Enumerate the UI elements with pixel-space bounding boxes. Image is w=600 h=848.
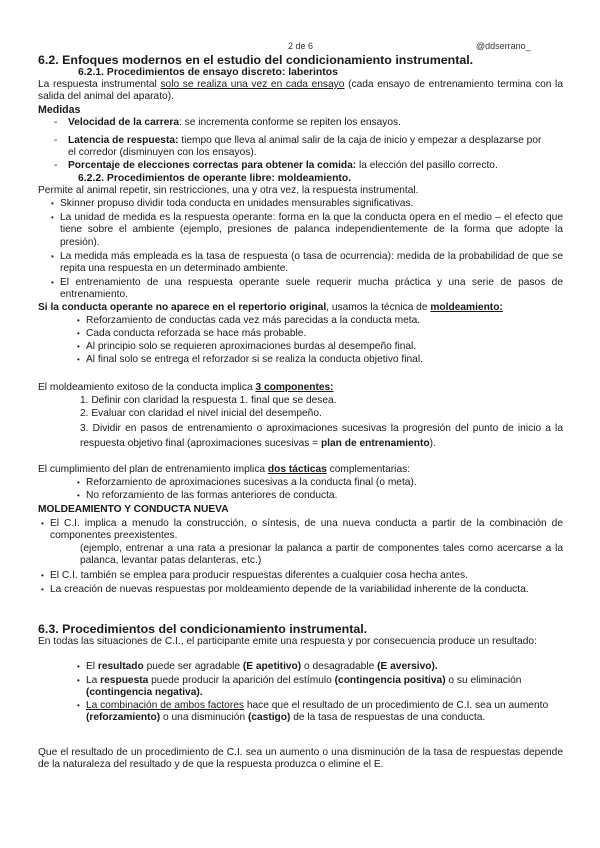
list-item: • El resultado puede ser agradable (E apetitivo) o desagradable (E aversivo).: [77, 661, 438, 672]
paragraph-tacticas: El cumplimiento del plan de entrenamiento implica dos tácticas complementarias:: [38, 464, 411, 475]
measure-item: - Velocidad de la carrera: se incrementa conforme se repiten los ensayos.: [54, 117, 401, 128]
list-item: • Reforzamiento de conductas cada vez más parecidas a la conducta meta.: [77, 315, 421, 326]
list-item: • La combinación de ambos factores hace que el resultado de un procedimiento de C.I. sea un aumento (reforzamiento) o una disminución (castigo) de la tasa de respuestas de una conducta.: [77, 700, 549, 724]
paragraph-conclusion: Que el resultado de un procedimiento de C.I. sea un aumento o una disminución de la tasa de respuestas depende de la naturaleza del resultado y de que la respuesta produzca o elimine el E.: [38, 747, 563, 771]
page-number: 2 de 6: [288, 41, 314, 51]
list-item: • La creación de nuevas respuestas por moldeamiento depende de la variabilidad inherente de la conducta.: [41, 584, 529, 595]
component-item: 1. Definir con claridad la respuesta 1. final que se desea.: [80, 395, 337, 406]
section-title-6-2: 6.2. Enfoques modernos en el estudio del condicionamiento instrumental.: [38, 53, 474, 67]
subsection-title-6-2-1: 6.2.1. Procedimientos de ensayo discreto: laberintos: [78, 67, 338, 78]
component-item: 3. Dividir en pasos de entrenamiento o aproximaciones sucesivas la progresión del punto de inicio a la respuesta objetivo final (aproximaciones sucesivas = plan de entrenamiento).: [80, 423, 563, 449]
component-item: 2. Evaluar con claridad el nivel inicial del desempeño.: [80, 408, 322, 419]
moldeamiento-heading: MOLDEAMIENTO Y CONDUCTA NUEVA: [38, 504, 229, 515]
author-handle: @ddserrano_: [476, 41, 531, 51]
medidas-heading: Medidas: [38, 104, 81, 116]
list-item: • La medida más empleada es la tasa de respuesta (o tasa de ocurrencia): medida de la probabilidad de que se repita una respuesta en un determinado ambiente.: [51, 251, 563, 275]
section-title-6-3: 6.3. Procedimientos del condicionamiento instrumental.: [38, 622, 368, 636]
list-item: • Skinner propuso dividir toda conducta en unidades mensurables significativas.: [51, 198, 414, 209]
list-item: • Al final solo se entrega el reforzador si se realiza la conducta objetivo final.: [77, 354, 423, 365]
list-item: • La respuesta puede producir la aparición del estímulo (contingencia positiva) o su eliminación (contingencia negativa).: [77, 675, 522, 699]
list-item: • No reforzamiento de las formas anteriores de conducta.: [77, 490, 338, 501]
list-item: • El C.I. implica a menudo la construcción, o síntesis, de una nueva conducta a partir de la combinación de componentes preexistentes.: [41, 518, 563, 542]
paragraph-ensayo: La respuesta instrumental solo se realiza una vez en cada ensayo (cada ensayo de entrenamiento termina con la salida del animal del aparato).: [38, 79, 563, 103]
measure-item: - Porcentaje de elecciones correctas para obtener la comida: la elección del pasillo correcto.: [54, 160, 498, 171]
list-item: • La unidad de medida es la respuesta operante: forma en la que la conducta opera en el medio – el efecto que tiene sobre el ambiente (ejemplo, presiones de palanca independientemente de la forma que adopte la presión).: [51, 212, 563, 248]
list-item: • El entrenamiento de una respuesta operante suele requerir mucha práctica y una serie de pasos de entrenamiento.: [51, 277, 563, 301]
paragraph-moldeamiento: Si la conducta operante no aparece en el repertorio original, usamos la técnica de moldeamiento:: [38, 302, 503, 313]
list-item: • Cada conducta reforzada se hace más probable.: [77, 328, 307, 339]
paragraph-componentes: El moldeamiento exitoso de la conducta implica 3 componentes:: [38, 382, 334, 393]
subsection-title-6-2-2: 6.2.2. Procedimientos de operante libre: moldeamiento.: [78, 173, 352, 184]
list-item: • Al principio solo se requieren aproximaciones burdas al desempeño final.: [77, 341, 417, 352]
list-item: • El C.I. también se emplea para producir respuestas diferentes a cualquier cosa hecha antes.: [41, 570, 468, 581]
measure-item: - Latencia de respuesta: tiempo que lleva al animal salir de la caja de inicio y empezar a desplazarse por el corredor (disminuyen con los ensayos).: [54, 135, 542, 159]
paragraph-operante: Permite al animal repetir, sin restricciones, una y otra vez, la respuesta instrumental.: [38, 185, 419, 196]
list-item: • Reforzamiento de aproximaciones sucesivas a la conducta final (o meta).: [77, 477, 417, 488]
paragraph-situaciones: En todas las situaciones de C.I., el participante emite una respuesta y por consecuencia produce un resultado:: [38, 636, 537, 647]
example-text: (ejemplo, entrenar a una rata a presionar la palanca a partir de componentes tales como acercarse a la palanca, levantar patas delanteras, etc.): [80, 543, 563, 567]
